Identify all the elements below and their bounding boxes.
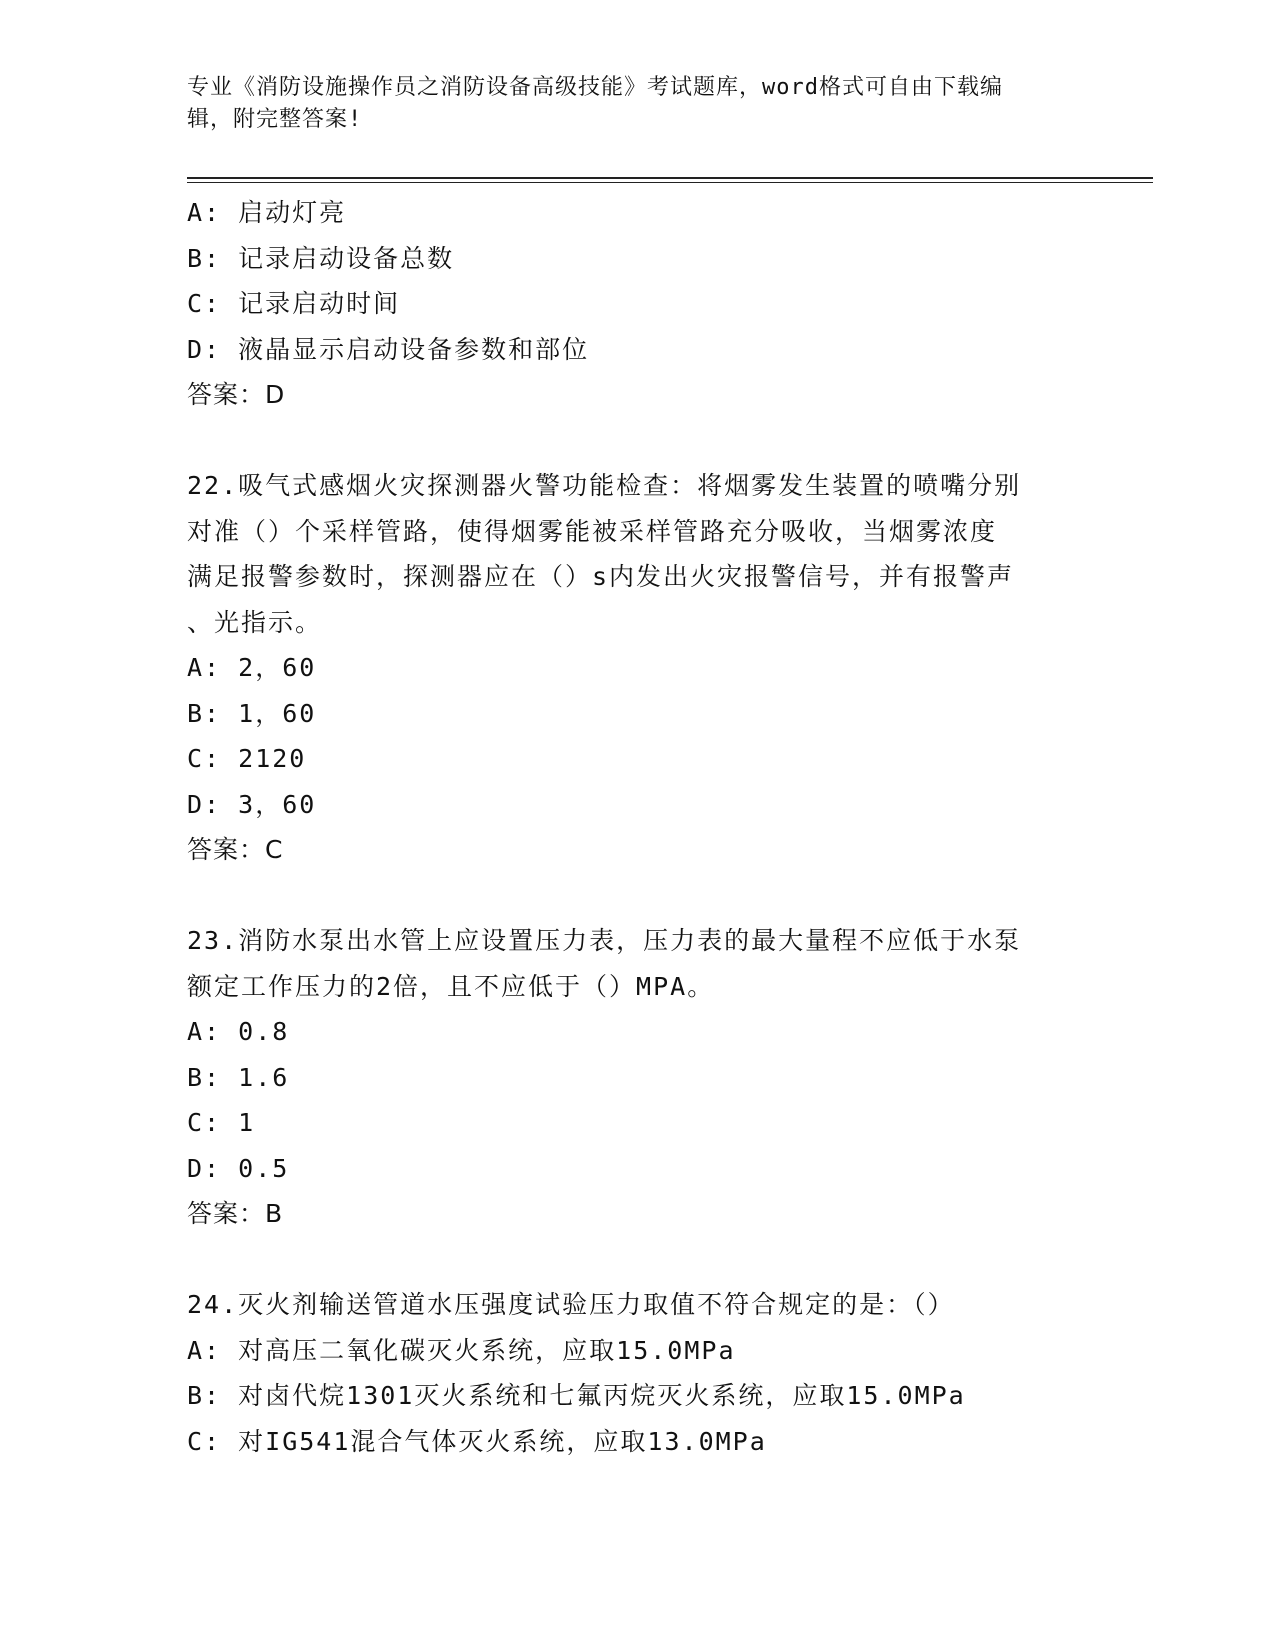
option-c: C: 记录启动时间 [187,289,401,318]
option-a: A: 0.8 [187,1017,290,1046]
header-line-1: 专业《消防设施操作员之消防设备高级技能》考试题库，word格式可自由下载编 [187,75,1003,100]
question-text-line: 额定工作压力的2倍，且不应低于（）MPA。 [187,971,715,1001]
question-text-line: 23.消防水泵出水管上应设置压力表，压力表的最大量程不应低于水泵 [187,926,1022,955]
option-d: D: 0.5 [187,1153,290,1183]
option-d: D: 液晶显示启动设备参数和部位 [187,334,590,364]
answer-line: 答案：B [187,1199,284,1228]
question-block-21 [187,190,1087,418]
option-a: A: 对高压二氧化碳灭火系统，应取15.0MPa [187,1335,736,1365]
option-c: C: 对IG541混合气体灭火系统，应取13.0MPa [187,1426,767,1456]
question-text-line: 对准（）个采样管路，使得烟雾能被采样管路充分吸收，当烟雾浓度 [187,516,998,546]
question-text-line: 24.灭火剂输送管道水压强度试验压力取值不符合规定的是：（） [187,1290,955,1319]
option-d: D: 3，60 [187,789,317,819]
option-b: B: 对卤代烷1301灭火系统和七氟丙烷灭火系统，应取15.0MPa [187,1381,966,1410]
option-b: B: 记录启动设备总数 [187,243,455,273]
question-text-line: 22.吸气式感烟火灾探测器火警功能检查：将烟雾发生装置的喷嘴分别 [187,471,1022,500]
spacer [187,418,1087,464]
header-divider-thick [187,177,1153,179]
document-header [187,72,1077,136]
question-block-24 [187,1282,1087,1464]
spacer [187,873,1087,919]
question-text-line: 满足报警参数时，探测器应在（）s内发出火灾报警信号，并有报警声 [187,562,1015,591]
answer-line: 答案：C [187,835,284,864]
option-b: B: 1.6 [187,1062,290,1092]
option-a: A: 启动灯亮 [187,198,347,227]
spacer [187,1237,1087,1283]
header-divider-thin [187,182,1153,183]
question-block-22 [187,463,1087,873]
answer-line: 答案：D [187,380,286,409]
question-text-line: 、光指示。 [187,607,323,637]
option-c: C: 2120 [187,744,307,773]
option-c: C: 1 [187,1108,256,1137]
document-body [187,190,1087,1464]
header-line-2: 辑，附完整答案! [187,107,363,132]
question-block-23 [187,918,1087,1237]
option-a: A: 2，60 [187,653,317,682]
option-b: B: 1，60 [187,698,317,728]
